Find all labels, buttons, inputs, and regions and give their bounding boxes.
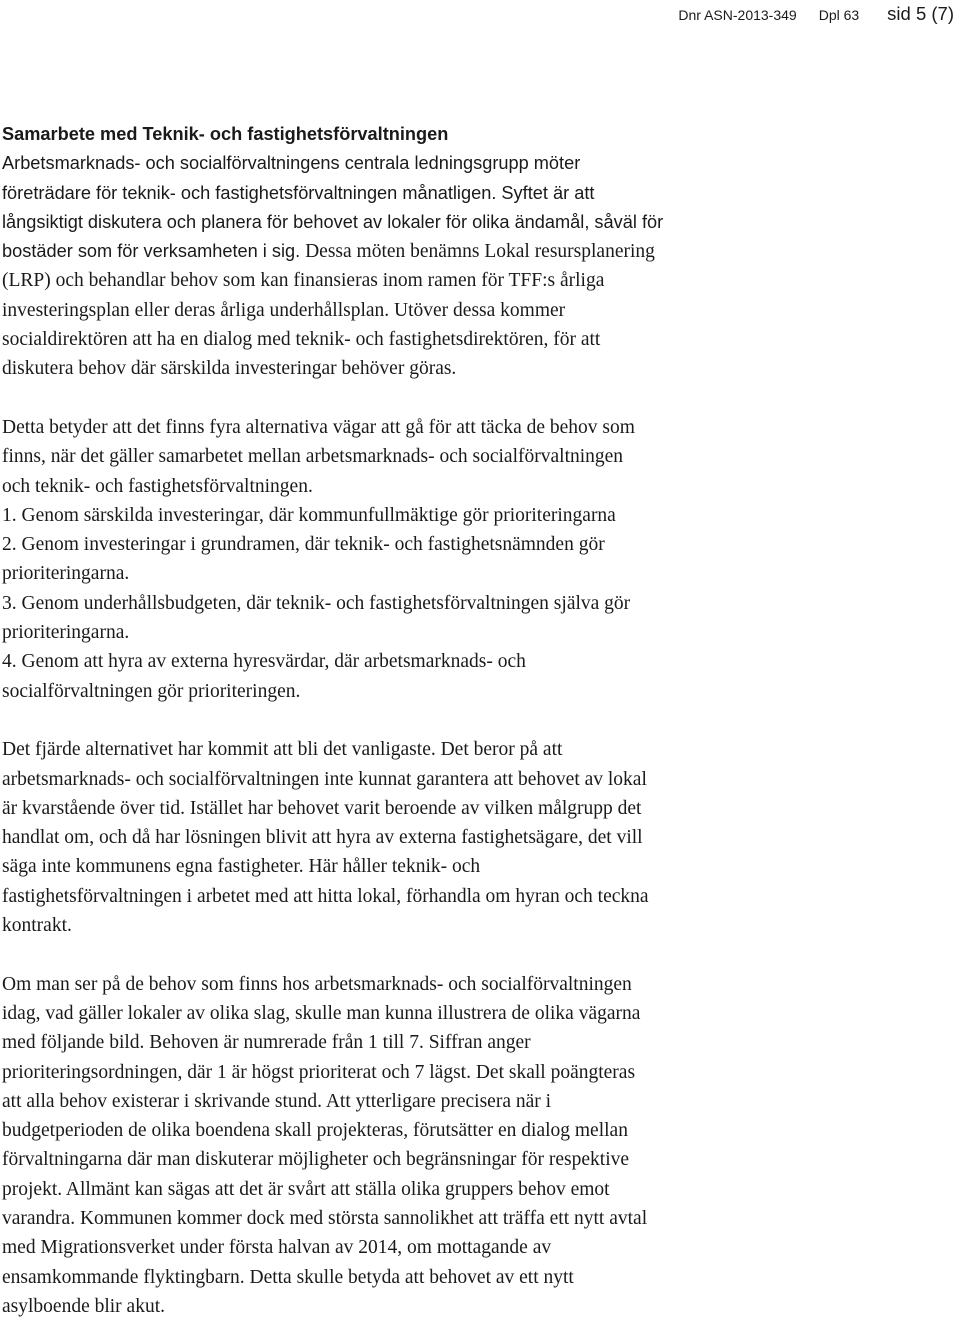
paragraph-line: säga inte kommunens egna fastigheter. Här håller teknik- och xyxy=(2,856,481,878)
section-heading: Samarbete med Teknik- och fastighetsförvaltningen xyxy=(2,124,449,144)
paragraph-line: kontrakt. xyxy=(2,915,72,937)
paragraph-line: förvaltningarna där man diskuterar möjligheter och begränsningar för respektive xyxy=(2,1149,630,1171)
paragraph-line: budgetperioden de olika boendena skall projekteras, förutsätter en dialog mellan xyxy=(2,1120,628,1142)
paragraph-line: Det fjärde alternativet har kommit att bli det vanligaste. Det beror på att xyxy=(2,739,563,761)
paragraph-line: med följande bild. Behoven är numrerade från 1 till 7. Siffran anger xyxy=(2,1032,531,1054)
list-item: 2. Genom investeringar i grundramen, där teknik- och fastighetsnämnden gör xyxy=(2,534,605,556)
list-item-continuation: prioriteringarna. xyxy=(2,563,130,585)
list-item: 4. Genom att hyra av externa hyresvärdar, där arbetsmarknads- och xyxy=(2,651,526,673)
line-text: bostäder som för verksamheten i sig. xyxy=(2,241,301,262)
paragraph-line xyxy=(2,296,952,325)
paragraph-line: ensamkommande flyktingbarn. Detta skulle betyda att behovet av ett nytt xyxy=(2,1266,574,1288)
paragraph-line: idag, vad gäller lokaler av olika slag, skulle man kunna illustrera de olika vägarna xyxy=(2,1002,641,1024)
line-text: Utöver dessa kommer xyxy=(389,299,566,321)
paragraph-line: fastighetsförvaltningen i arbetet med att hitta lokal, förhandla om hyran och teckna xyxy=(2,885,649,907)
paragraph-line: varandra. Kommunen kommer dock med största sannolikhet att träffa ett nytt avtal xyxy=(2,1207,648,1229)
line-text: Syftet är att xyxy=(496,182,595,203)
section-fjarde-alternativet xyxy=(2,735,952,940)
page-header xyxy=(678,3,954,25)
paragraph-line: med Migrationsverket under första halvan av 2014, om mottagande av xyxy=(2,1237,552,1259)
list-item: 1. Genom särskilda investeringar, där kommunfullmäktige gör prioriteringarna xyxy=(2,504,616,526)
document-number: Dnr ASN-2013-349 xyxy=(678,7,797,23)
paragraph-line xyxy=(2,237,952,266)
list-item: 3. Genom underhållsbudgeten, där teknik- och fastighetsförvaltningen själva gör xyxy=(2,592,631,614)
paragraph-line: Arbetsmarknads- och socialförvaltningens centrala ledningsgrupp möter xyxy=(2,153,581,174)
section-behov xyxy=(2,970,952,1322)
paragraph-line: finns, när det gäller samarbetet mellan arbetsmarknads- och socialförvaltningen xyxy=(2,446,624,468)
paragraph-line: är kvarstående över tid. Istället har behovet varit beroende av vilken målgrupp det xyxy=(2,797,642,819)
document-paragraph: Dpl 63 xyxy=(818,7,860,23)
list-item-continuation: socialförvaltningen gör prioriteringen. xyxy=(2,680,301,702)
line-text: investeringsplan eller deras årliga underhållsplan. xyxy=(2,299,390,321)
line-text: företrädare för teknik- och fastighetsförvaltningen månatligen. xyxy=(2,182,497,203)
paragraph-line: diskutera behov där särskilda investeringar behöver göras. xyxy=(2,358,457,380)
paragraph-line: asylboende blir akut. xyxy=(2,1295,165,1317)
section-samarbete xyxy=(2,120,952,384)
paragraph-line: prioriteringsordningen, där 1 är högst prioriterat och 7 lägst. Det skall poängteras xyxy=(2,1061,636,1083)
page-number: sid 5 (7) xyxy=(887,3,954,24)
paragraph-line: att alla behov existerar i skrivande stund. Att ytterligare precisera när i xyxy=(2,1090,552,1112)
list-item-continuation: prioriteringarna. xyxy=(2,622,130,644)
section-alternativ xyxy=(2,413,952,706)
paragraph-line: socialdirektören att ha en dialog med teknik- och fastighetsdirektören, för att xyxy=(2,329,601,351)
paragraph-line: (LRP) och behandlar behov som kan finansieras inom ramen för TFF:s årliga xyxy=(2,270,605,292)
document-body xyxy=(2,120,952,1321)
paragraph-line: Detta betyder att det finns fyra alternativa vägar att gå för att täcka de behov som xyxy=(2,416,635,438)
paragraph-line: och teknik- och fastighetsförvaltningen. xyxy=(2,475,313,497)
paragraph-line: Om man ser på de behov som finns hos arbetsmarknads- och socialförvaltningen xyxy=(2,973,632,995)
paragraph-line: långsiktigt diskutera och planera för behovet av lokaler för olika ändamål, såväl för xyxy=(2,211,664,232)
paragraph-line: projekt. Allmänt kan sägas att det är svårt att ställa olika gruppers behov emot xyxy=(2,1178,610,1200)
line-text: Dessa möten benämns Lokal resursplanering xyxy=(300,241,655,263)
paragraph-line: handlat om, och då har lösningen blivit att hyra av externa fastighetsägare, det vill xyxy=(2,827,643,849)
paragraph-line xyxy=(2,179,952,208)
paragraph-line: arbetsmarknads- och socialförvaltningen inte kunnat garantera att behovet av lokal xyxy=(2,768,647,790)
